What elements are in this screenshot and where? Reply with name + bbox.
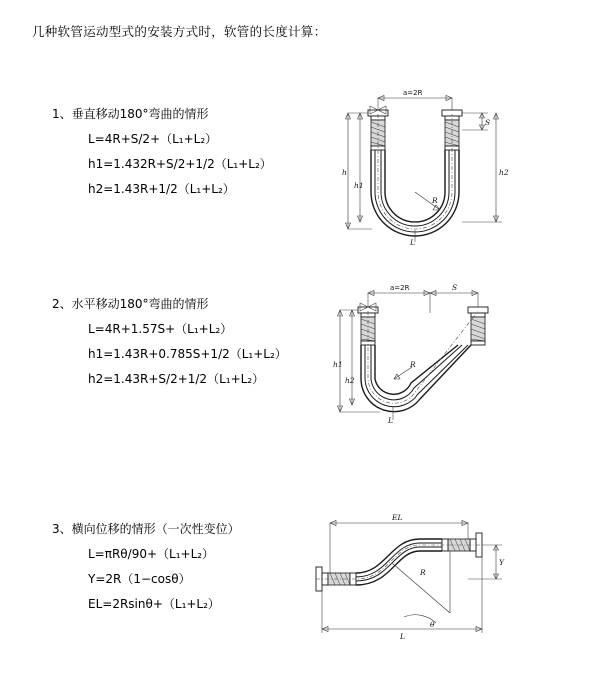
formula: Y=2R（1−cosθ）: [88, 572, 191, 586]
formula: h2=1.43R+1/2（L₁+L₂）: [88, 182, 235, 196]
section-3-index: 3、: [52, 522, 72, 536]
svg-text:S: S: [485, 118, 491, 127]
svg-text:h: h: [342, 168, 347, 177]
section-2-title: 水平移动180°弯曲的情形: [71, 297, 209, 311]
svg-text:h1: h1: [333, 360, 343, 369]
formula: h1=1.432R+S/2+1/2（L₁+L₂）: [88, 157, 272, 171]
svg-text:a=2R: a=2R: [390, 284, 410, 292]
svg-text:R: R: [420, 568, 426, 577]
section-3-formulas: [88, 542, 220, 617]
svg-text:h2: h2: [345, 376, 355, 385]
svg-text:h1: h1: [354, 181, 364, 190]
section-1-title: 垂直移动180°弯曲的情形: [71, 107, 209, 121]
section-1-index: 1、: [52, 107, 72, 121]
svg-text:L: L: [388, 416, 393, 425]
svg-text:L: L: [410, 238, 415, 247]
svg-text:L: L: [400, 632, 405, 641]
svg-text:S: S: [452, 283, 458, 292]
formula: L=4R+1.57S+（L₁+L₂）: [88, 322, 233, 336]
svg-text:h2: h2: [499, 168, 509, 177]
formula: EL=2Rsinθ+（L₁+L₂）: [88, 597, 220, 611]
svg-text:R: R: [410, 360, 416, 369]
figure-horizontal-180-bend: [310, 275, 510, 465]
formula: L=4R+S/2+（L₁+L₂）: [88, 132, 218, 146]
section-1-heading: [52, 105, 209, 122]
svg-text:EL: EL: [392, 513, 403, 522]
figure-vertical-180-bend: [310, 70, 510, 290]
section-2-index: 2、: [52, 297, 72, 311]
svg-text:a=2R: a=2R: [403, 89, 423, 97]
section-3-heading: [52, 520, 240, 537]
svg-text:Y: Y: [499, 558, 504, 567]
section-2-heading: [52, 295, 209, 312]
section-2-formulas: [88, 317, 287, 392]
formula: L=πRθ/90+（L₁+L₂）: [88, 547, 215, 561]
page-title: 几种软管运动型式的安装方式时，软管的长度计算：: [32, 24, 327, 39]
section-3-title: 横向位移的情形（一次性变位）: [71, 522, 240, 536]
formula: h2=1.43R+S/2+1/2（L₁+L₂）: [88, 372, 265, 386]
figure-lateral-offset: [300, 505, 510, 645]
svg-text:θ: θ: [430, 620, 435, 629]
svg-text:R: R: [432, 196, 438, 205]
formula: h1=1.43R+0.785S+1/2（L₁+L₂）: [88, 347, 287, 361]
section-1-formulas: [88, 127, 272, 202]
